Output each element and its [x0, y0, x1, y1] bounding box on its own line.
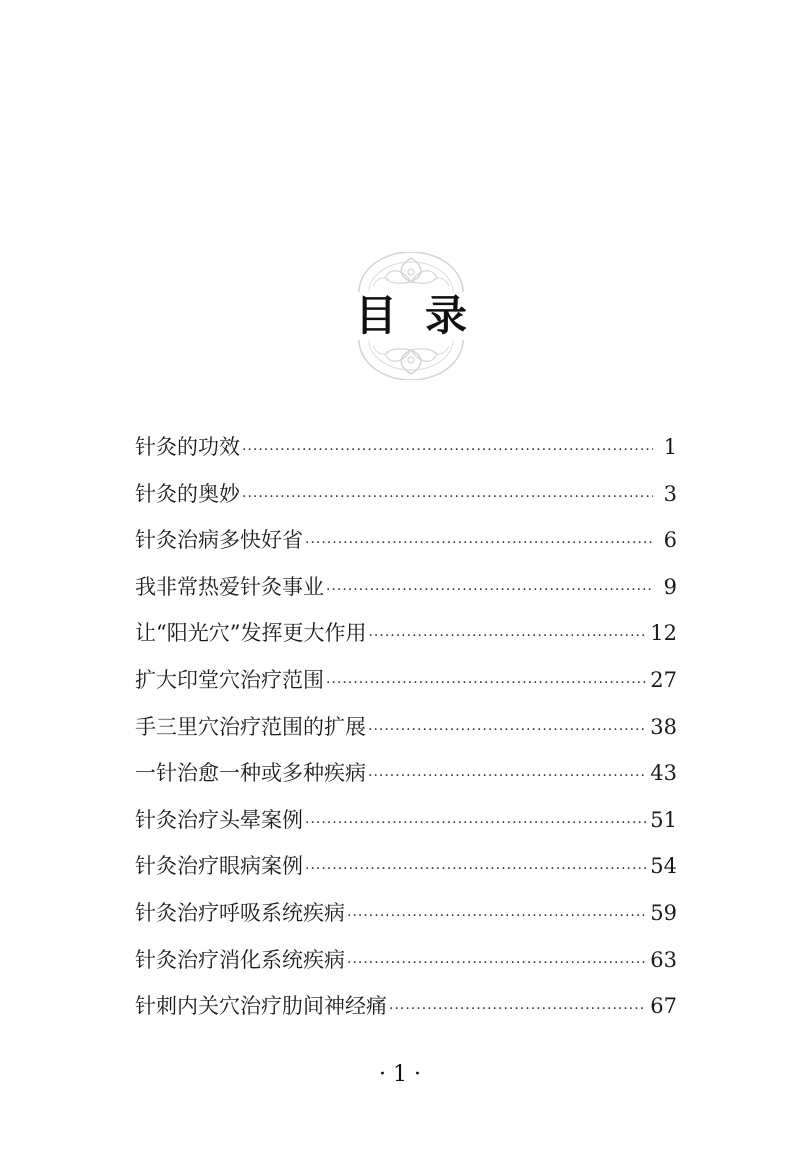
toc-entry-title: 一针治愈一种或多种疾病 — [135, 761, 366, 786]
page-title — [355, 292, 467, 340]
toc-entry-title: 针灸治疗眼病案例 — [135, 854, 303, 879]
toc-leader-dots — [368, 757, 646, 795]
toc-leader-dots — [326, 664, 646, 702]
toc-entry-page: 6 — [663, 528, 677, 553]
toc-entry-page: 63 — [650, 947, 677, 972]
toc-list — [135, 428, 677, 1034]
toc-entry[interactable] — [135, 521, 677, 568]
toc-entry-page: 1 — [663, 435, 677, 459]
page-number: · 1 · — [379, 1062, 421, 1087]
toc-entry-page: 9 — [663, 574, 677, 599]
toc-entry-title: 让“阳光穴”发挥更大作用 — [135, 621, 367, 646]
ornament-bottom-icon — [355, 340, 467, 380]
toc-entry[interactable] — [135, 847, 677, 894]
ornament-top-icon — [355, 252, 467, 292]
toc-entry[interactable] — [135, 987, 677, 1034]
toc-entry-title: 针灸的功效 — [135, 435, 240, 459]
title-char-1: 目 — [355, 291, 398, 340]
toc-entry-page: 3 — [663, 481, 677, 506]
toc-entry-page: 59 — [650, 900, 677, 925]
toc-leader-dots — [368, 617, 646, 655]
toc-entry-title: 针灸治疗消化系统疾病 — [135, 947, 345, 972]
toc-entry-title: 扩大印堂穴治疗范围 — [135, 667, 324, 692]
toc-entry[interactable] — [135, 568, 677, 615]
toc-entry[interactable] — [135, 661, 677, 708]
toc-entry-page: 51 — [650, 807, 677, 832]
toc-entry[interactable] — [135, 708, 677, 755]
toc-entry[interactable] — [135, 941, 677, 988]
toc-leader-dots — [347, 944, 646, 982]
toc-entry-title: 我非常热爱针灸事业 — [135, 574, 324, 599]
toc-leader-dots — [389, 990, 646, 1028]
toc-leader-dots — [326, 571, 653, 609]
toc-entry-title: 手三里穴治疗范围的扩展 — [135, 714, 366, 739]
toc-entry-title: 针灸的奥妙 — [135, 481, 240, 506]
toc-leader-dots — [242, 478, 653, 516]
toc-entry-title: 针灸治疗头晕案例 — [135, 807, 303, 832]
toc-leader-dots — [305, 524, 653, 562]
toc-entry[interactable] — [135, 754, 677, 801]
toc-heading-block — [355, 252, 467, 382]
toc-entry-title: 针灸治病多快好省 — [135, 528, 303, 553]
toc-entry[interactable] — [135, 428, 677, 475]
toc-entry[interactable] — [135, 475, 677, 522]
toc-entry-title: 针刺内关穴治疗肋间神经痛 — [135, 994, 387, 1019]
toc-entry-title: 针灸治疗呼吸系统疾病 — [135, 900, 345, 925]
toc-entry-page: 43 — [650, 761, 677, 786]
toc-leader-dots — [305, 850, 646, 888]
toc-entry-page: 27 — [650, 667, 677, 692]
toc-entry[interactable] — [135, 801, 677, 848]
toc-entry-page: 12 — [650, 621, 677, 646]
toc-entry[interactable] — [135, 894, 677, 941]
toc-leader-dots — [347, 897, 646, 935]
toc-leader-dots — [242, 431, 653, 469]
toc-leader-dots — [305, 804, 646, 842]
toc-entry[interactable] — [135, 614, 677, 661]
title-char-2: 录 — [424, 291, 467, 340]
toc-entry-page: 67 — [650, 994, 677, 1019]
toc-entry-page: 54 — [650, 854, 677, 879]
toc-entry-page: 38 — [650, 714, 677, 739]
toc-leader-dots — [368, 711, 646, 749]
